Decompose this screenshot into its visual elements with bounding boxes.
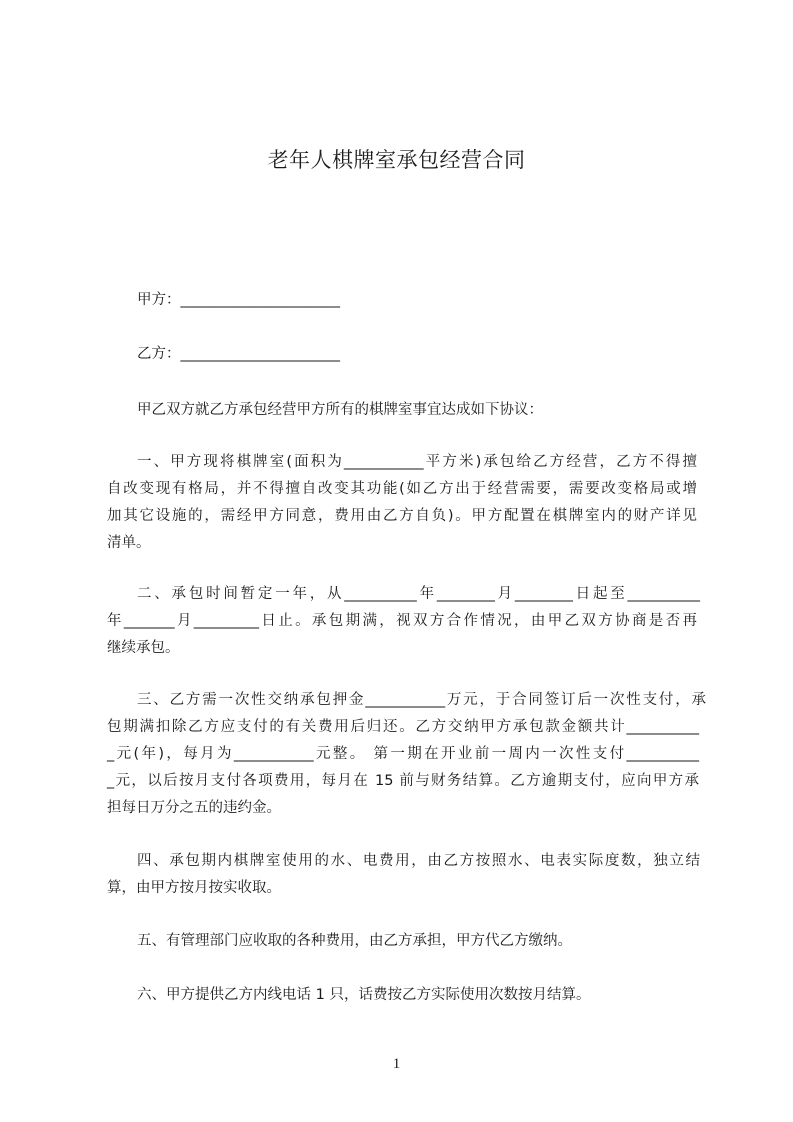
clause-3-line-2: 包期满扣除乙方应支付的有关费用后归还。乙方交纳甲方承包款金额共计__________ (107, 719, 699, 735)
clause-4-line-2: 算，由甲方按月按实收取。 (107, 880, 281, 896)
clause-3-line-4: _元，以后按月支付各项费用，每月在 15 前与财务结算。乙方逾期支付，应向甲方承 (107, 773, 699, 789)
clause-1-line-2: 自改变现有格局，并不得擅自改变其功能(如乙方出于经营需要，需要改变格局或增 (107, 481, 697, 497)
intro-paragraph: 甲乙双方就乙方承包经营甲方所有的棋牌室事宜达成如下协议： (137, 402, 543, 418)
clause-1-line-4: 清单。 (107, 535, 151, 551)
clause-6: 六、甲方提供乙方内线电话 1 只，话费按乙方实际使用次数按月结算。 (137, 987, 591, 1003)
page-number: 1 (392, 1056, 401, 1072)
clause-4-line-1: 四、承包期内棋牌室使用的水、电费用，由乙方按照水、电表实际度数，独立结 (137, 853, 700, 869)
clause-3-line-1: 三、乙方需一次性交纳承包押金___________万元，于合同签订后一次性支付，承 (137, 692, 706, 708)
party-b-line: 乙方：______________________ (137, 346, 340, 362)
party-a-line: 甲方：______________________ (137, 292, 340, 308)
clause-5: 五、有管理部门应收取的各种费用，由乙方承担，甲方代乙方缴纳。 (137, 933, 572, 949)
clause-2-line-2: 年_______月_________日止。承包期满，视双方合作情况，由甲乙双方协商是否再 (107, 613, 697, 629)
clause-1-line-1: 一、甲方现将棋牌室(面积为___________平方米)承包给乙方经营，乙方不得擅 (137, 454, 697, 470)
clause-2-line-3: 继续承包。 (107, 640, 180, 656)
clause-1-line-3: 加其它设施的，需经甲方同意，费用由乙方自负)。甲方配置在棋牌室内的财产详见 (107, 508, 697, 524)
clause-3-line-3: _元(年)，每月为___________元整。 第一期在开业前一周内一次性支付__________ (107, 746, 699, 762)
clause-2-line-1: 二、承包时间暂定一年，从__________年________月________日起至__________ (137, 586, 700, 602)
page-title: 老年人棋牌室承包经营合同 (267, 148, 526, 172)
clause-3-line-5: 担每日万分之五的违约金。 (107, 800, 281, 816)
